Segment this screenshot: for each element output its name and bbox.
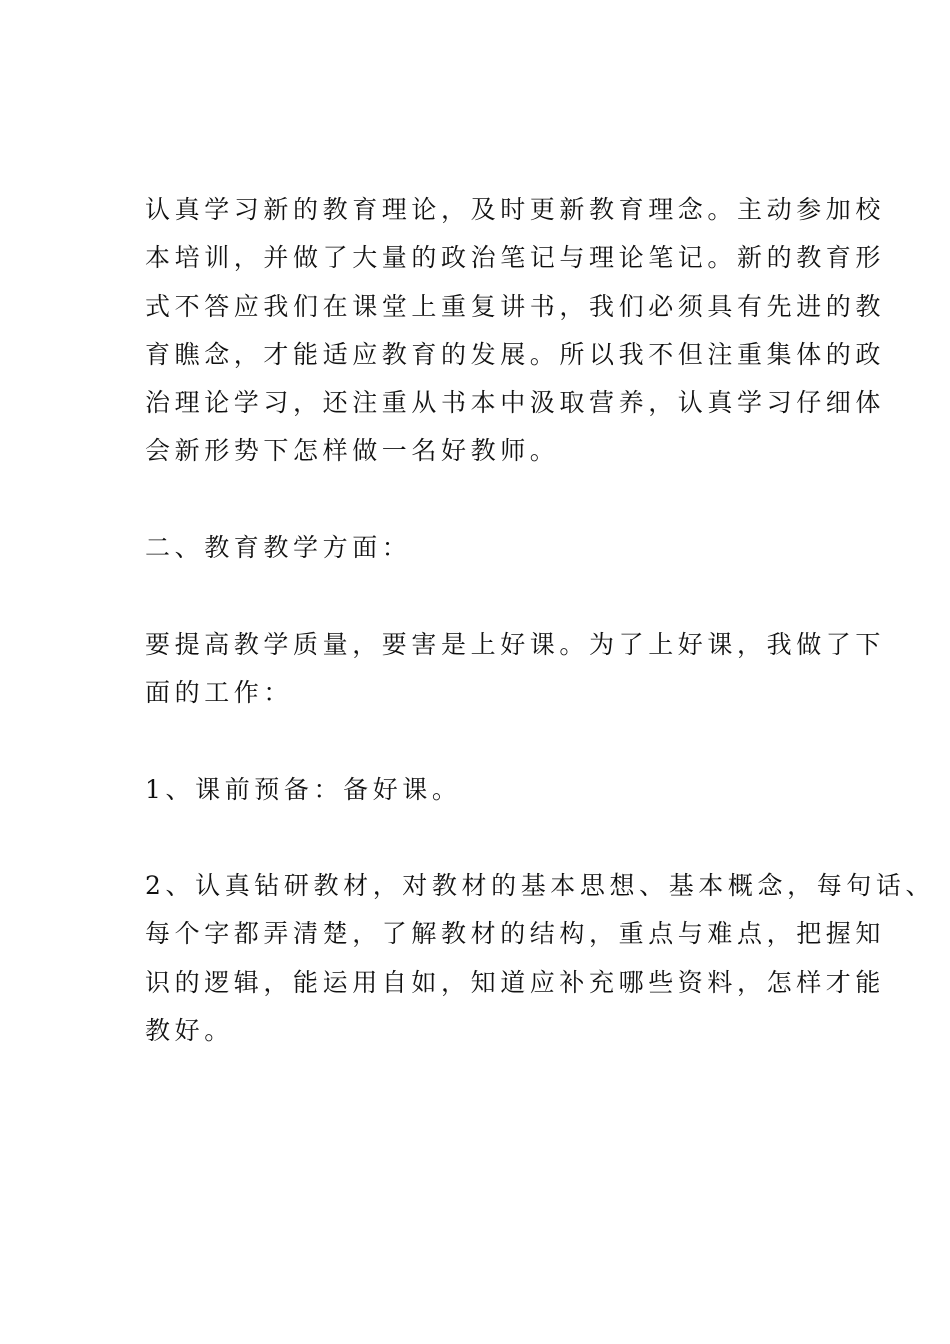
text-line: 本培训，并做了大量的政治笔记与理论笔记。新的教育形	[145, 243, 886, 273]
text-line: 面的工作：	[145, 677, 294, 707]
paragraph-spacer	[145, 572, 845, 620]
text-line: 2、认真钻研教材，对教材的基本思想、基本概念，每句话、	[145, 871, 936, 901]
text-line: 识的逻辑，能运用自如，知道应补充哪些资料，怎样才能	[145, 967, 886, 997]
text-line: 每个字都弄清楚，了解教材的结构，重点与难点，把握知	[145, 919, 886, 949]
text-line: 式不答应我们在课堂上重复讲书，我们必须具有先进的教	[145, 291, 886, 321]
list-item-study-materials	[145, 862, 936, 1055]
text-line: 教好。	[145, 1016, 234, 1046]
paragraph-teaching-quality	[145, 621, 886, 718]
document-body	[145, 186, 936, 1055]
section-heading: 二、教育教学方面：	[145, 533, 412, 563]
list-item-lesson-preparation: 1、课前预备：备好课。	[145, 774, 462, 804]
paragraph-spacer	[145, 814, 845, 862]
text-line: 治理论学习，还注重从书本中汲取营养，认真学习仔细体	[145, 388, 886, 418]
text-line: 会新形势下怎样做一名好教师。	[145, 436, 560, 466]
text-line: 育瞧念，才能适应教育的发展。所以我不但注重集体的政	[145, 339, 886, 369]
paragraph-spacer	[145, 717, 845, 765]
paragraph-spacer	[145, 476, 845, 524]
text-line: 认真学习新的教育理论，及时更新教育理念。主动参加校	[145, 195, 886, 224]
paragraph-theory-study	[145, 186, 886, 476]
text-line: 要提高教学质量，要害是上好课。为了上好课，我做了下	[145, 629, 886, 659]
